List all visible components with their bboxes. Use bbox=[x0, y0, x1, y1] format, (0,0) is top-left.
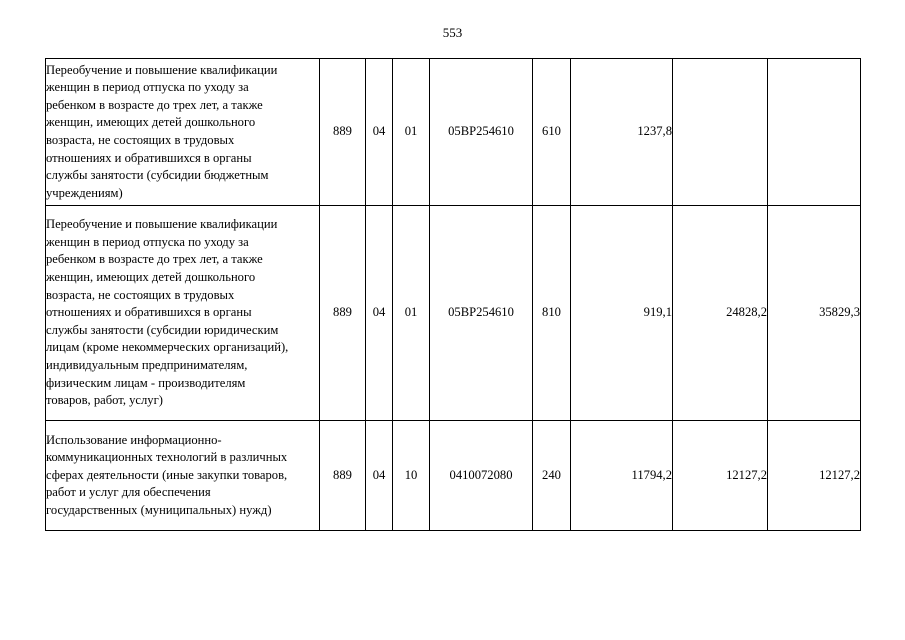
subsection-code: 01 bbox=[393, 59, 430, 206]
amount-cell: 35829,3 bbox=[768, 206, 861, 421]
table-row bbox=[46, 206, 861, 421]
target-article-code: 05ВР254610 bbox=[430, 206, 533, 421]
row-description: Переобучение и повышение квалификации женщин в период отпуска по уходу за ребенком в возрасте до трех лет, а также женщин, имеющих детей дошкольного возраста, не состоящих в трудовых отношениях и обратившихся в органы службы занятости (субсидии бюджетным учреждениям) bbox=[46, 59, 320, 206]
amount-cell: 919,1 bbox=[571, 206, 673, 421]
amount-cell: 11794,2 bbox=[571, 421, 673, 531]
ministry-code: 889 bbox=[320, 421, 366, 531]
expense-type-code: 240 bbox=[533, 421, 571, 531]
section-code: 04 bbox=[366, 421, 393, 531]
expense-type-code: 610 bbox=[533, 59, 571, 206]
amount-cell: 12127,2 bbox=[768, 421, 861, 531]
amount-cell bbox=[768, 59, 861, 206]
row-description: Переобучение и повышение квалификации женщин в период отпуска по уходу за ребенком в возрасте до трех лет, а также женщин, имеющих детей дошкольного возраста, не состоящих в трудовых отношениях и обратившихся в органы службы занятости (субсидии юридическим лицам (кроме некоммерческих организаций), индивидуальным предпринимателям, физическим лицам - производителям товаров, работ, услуг) bbox=[46, 206, 320, 421]
row-description: Использование информационно- коммуникационных технологий в различных сферах деятельности (иные закупки товаров, работ и услуг для обеспечения государственных (муниципальных) нужд) bbox=[46, 421, 320, 531]
table-row bbox=[46, 421, 861, 531]
ministry-code: 889 bbox=[320, 59, 366, 206]
amount-cell: 1237,8 bbox=[571, 59, 673, 206]
target-article-code: 05ВР254610 bbox=[430, 59, 533, 206]
section-code: 04 bbox=[366, 59, 393, 206]
target-article-code: 0410072080 bbox=[430, 421, 533, 531]
amount-cell bbox=[673, 59, 768, 206]
table-row bbox=[46, 59, 861, 206]
subsection-code: 01 bbox=[393, 206, 430, 421]
subsection-code: 10 bbox=[393, 421, 430, 531]
ministry-code: 889 bbox=[320, 206, 366, 421]
page-number: 553 bbox=[442, 25, 463, 40]
budget-table bbox=[45, 58, 861, 531]
expense-type-code: 810 bbox=[533, 206, 571, 421]
section-code: 04 bbox=[366, 206, 393, 421]
amount-cell: 24828,2 bbox=[673, 206, 768, 421]
amount-cell: 12127,2 bbox=[673, 421, 768, 531]
